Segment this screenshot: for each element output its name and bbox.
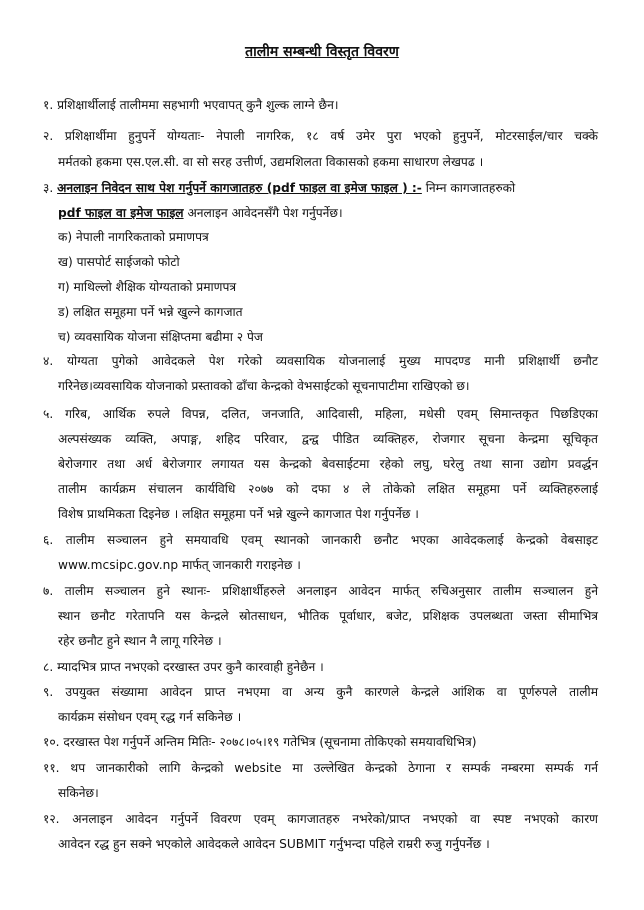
item-5-line-5: विशेष प्राथमिकता दिइनेछ । लक्षित समूहमा पर्ने भन्ने खुल्ने कागजात पेश गर्नुपर्नेछ । <box>58 507 419 521</box>
item-6-line-1: ६. तालीम सञ्चालन हुने समयावधि एवम् स्थानको जानकारी छनौट भएका आवेदकलाई केन्द्रको वेबसाइट <box>43 533 598 547</box>
item-9-line-2: कार्यक्रम संसोधन एवम् रद्ध गर्न सकिनेछ । <box>58 710 242 724</box>
item-3-sub-ga: ग) माथिल्लो शैक्षिक योग्यताको प्रमाणपत्र <box>58 280 237 294</box>
item-10: १०. दरखास्त पेश गर्नुपर्ने अन्तिम मितिः- २०७८।०५।१९ गतेभित्र (सूचनामा तोकिएको समयावधिभित्र) <box>43 735 477 749</box>
item-3-number: ३. <box>43 181 54 195</box>
item-3-line-2 <box>58 205 343 221</box>
item-3-line-1 <box>43 180 515 196</box>
item-7-line-2: स्थान छनौट गरेतापनि यस केन्द्रले स्रोतसाधन, भौतिक पूर्वाधार, बजेट, प्रशिक्षक उपलब्धता जस्ता सीमाभित्र <box>58 609 598 623</box>
item-3-file-type: pdf फाइल वा इमेज फाइल <box>58 206 184 220</box>
item-3-heading-rest: निम्न कागजातहरुको <box>425 181 516 195</box>
item-12-line-1: १२. अनलाइन आवेदन गर्नुपर्ने विवरण एवम् कागजातहरु नभरेको/प्राप्त नभएको वा स्पष्ट नभएको कारण <box>43 812 598 826</box>
item-2-line-1: २. प्रशिक्षार्थीमा हुनुपर्ने योग्यताः- नेपाली नागरिक, १८ वर्ष उमेर पुरा भएको हुनुपर्ने, मोटरसाईल/चार चक्के <box>43 129 598 143</box>
item-3-heading: अनलाइन निवेदन साथ पेश गर्नुपर्ने कागजातहरु (pdf फाइल वा इमेज फाइल ) :- <box>57 181 422 195</box>
item-1: १. प्रशिक्षार्थीलाई तालीममा सहभागी भएवापत् कुनै शुल्क लाग्ने छैन। <box>43 98 339 112</box>
item-3-sub-ka: क) नेपाली नागरिकताको प्रमाणपत्र <box>58 230 209 244</box>
item-11-line-1: ११. थप जानकारीको लागि केन्द्रको website मा उल्लेखित केन्द्रको ठेगाना र सम्पर्क नम्बरमा सम्पर्क गर्न <box>43 761 598 775</box>
document-title: तालीम सम्बन्धी विस्तृत विवरण <box>245 44 399 60</box>
item-2-line-2: मर्मतको हकमा एस.एल.सी. वा सो सरह उत्तीर्ण, उद्यमशिलता विकासको हकमा साधारण लेखपढ । <box>58 155 484 169</box>
item-4-line-1: ४. योग्यता पुगेको आवेदकले पेश गरेको व्यवसायिक योजनालाई मुख्य मापदण्ड मानी प्रशिक्षार्थी छनौट <box>43 354 598 368</box>
item-5-line-4: तालीम कार्यक्रम संचालन कार्यविधि २०७७ को दफा ४ ले तोकेको लक्षित समूहमा पर्ने व्यक्तिहरुलाई <box>58 482 598 496</box>
item-3-sub-cha: च) व्यवसायिक योजना संक्षिप्तमा बढीमा २ पेज <box>58 330 263 344</box>
item-6-line-2: www.mcsipc.gov.np मार्फत् जानकारी गराइनेछ । <box>58 558 301 572</box>
item-11-line-2: सकिनेछ। <box>58 786 99 800</box>
item-8: ८. म्यादभित्र प्राप्त नभएको दरखास्त उपर कुनै कारवाही हुनेछैन । <box>43 660 324 674</box>
item-5-line-1: ५. गरिब, आर्थिक रुपले विपन्न, दलित, जनजाति, आदिवासी, महिला, मधेसी एवम् सिमान्तकृत पिछडिएका <box>43 407 598 421</box>
item-3-sub-da: ड) लक्षित समूहमा पर्ने भन्ने खुल्ने कागजात <box>58 305 243 319</box>
item-3-line-2-rest: अनलाइन आवेदनसँगै पेश गर्नुपर्नेछ। <box>187 206 343 220</box>
item-4-line-2: गरिनेछ।व्यवसायिक योजनाको प्रस्तावको ढाँचा केन्द्रको वेभसाईटको सूचनापाटीमा राखिएको छ। <box>58 379 470 393</box>
item-3-sub-kha: ख) पासपोर्ट साईजको फोटो <box>58 255 180 269</box>
item-12-line-2: आवेदन रद्ध हुन सक्ने भएकोले आवेदकले आवेदन SUBMIT गर्नुभन्दा पहिले राम्ररी रुजु गर्नुपर्नेछ । <box>58 837 490 851</box>
item-9-line-1: ९. उपयुक्त संख्यामा आवेदन प्राप्त नभएमा वा अन्य कुनै कारणले केन्द्रले आंशिक वा पूर्णरुपले तालीम <box>43 685 598 699</box>
item-5-line-3: बेरोजगार तथा अर्ध बेरोजगार लगायत यस केन्द्रको बेवसाईटमा रहेको लघु, घरेलु तथा साना उद्योग प्रवर्द्धन <box>58 457 598 471</box>
item-5-line-2: अल्पसंख्यक व्यक्ति, अपाङ्ग, शहिद परिवार, द्वन्द्व पीडित व्यक्तिहरु, रोजगार सूचना केन्द्रमा सूचिकृत <box>58 432 598 446</box>
item-7-line-3: रहेर छनौट हुने स्थान नै लागू गरिनेछ । <box>58 634 222 648</box>
item-7-line-1: ७. तालीम सञ्चालन हुने स्थानः- प्रशिक्षार्थीहरुले अनलाइन आवेदन मार्फत् रुचिअनुसार तालीम सञ्चालन हुने <box>43 584 598 598</box>
